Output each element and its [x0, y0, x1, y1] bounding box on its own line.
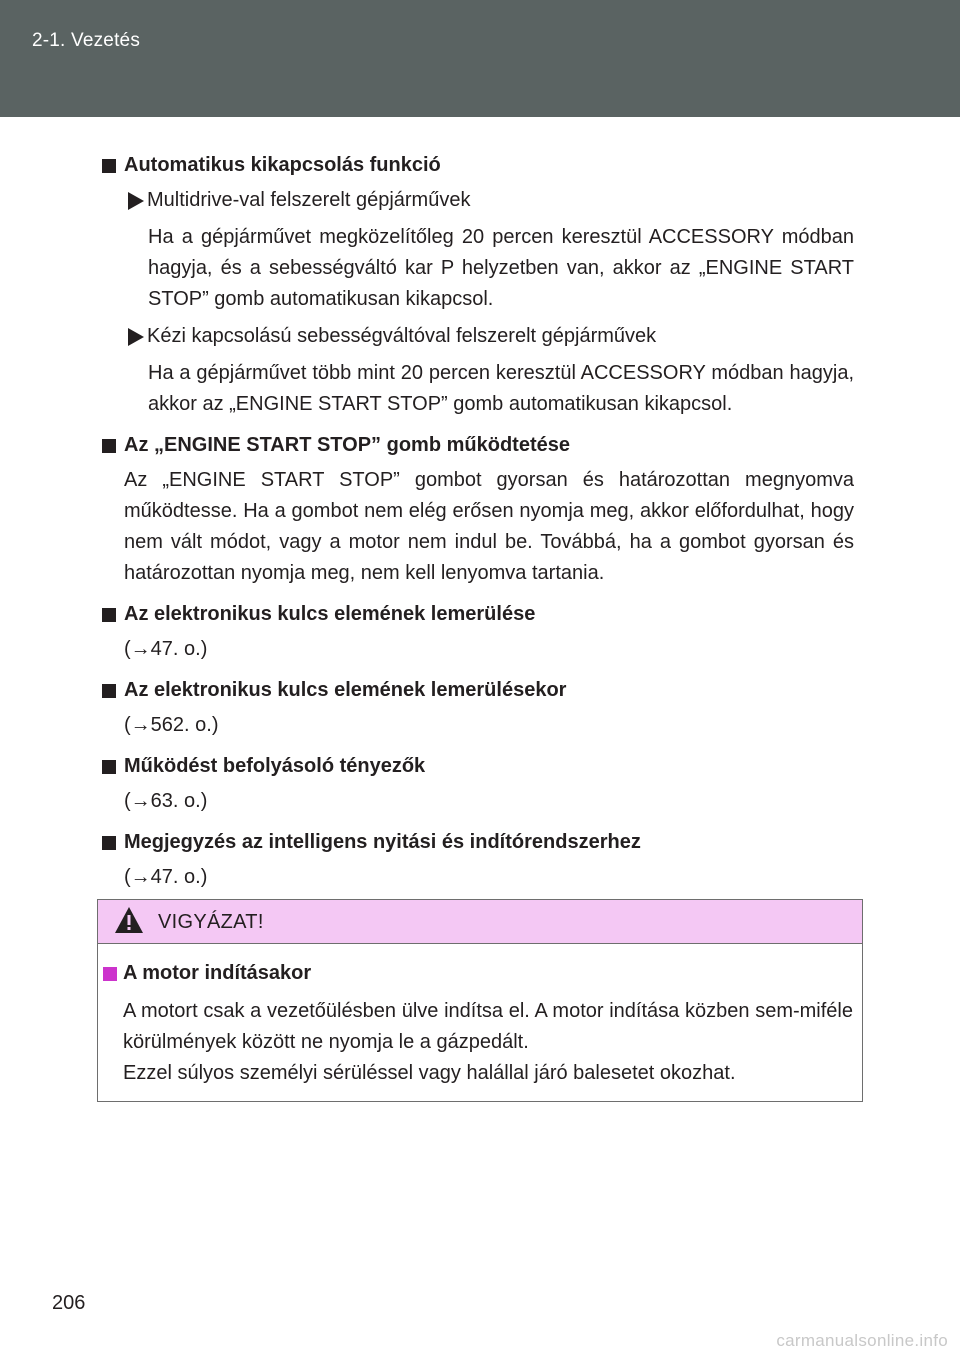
section-battery-depleted	[102, 675, 854, 741]
section-button-operation	[102, 430, 854, 589]
section-heading: Automatikus kikapcsolás funkció	[102, 150, 854, 181]
section-heading: Működést befolyásoló tényezők	[102, 751, 854, 782]
warning-text: A motort csak a vezetőülésben ülve indítsa el. A motor indítása közben sem-miféle körülmények között ne nyomja le a gázpedált. Ezzel súlyos személyi sérüléssel vagy halállal járó balesetet okozhat.	[123, 1000, 853, 1084]
subsection-text: Ha a gépjárművet megközelítőleg 20 percen keresztül ACCESSORY módban hagyja, és a sebességváltó kar P helyzetben van, akkor az „ENGINE START STOP” gomb automatikusan kikapcsol.	[148, 226, 854, 310]
warning-label: VIGYÁZAT!	[158, 911, 264, 933]
page-reference: (→562. o.)	[124, 714, 219, 736]
square-bullet-icon	[103, 967, 117, 981]
section-title: 2-1. Vezetés	[32, 30, 141, 51]
triangle-bullet-icon	[128, 328, 144, 346]
section-heading: Az elektronikus kulcs elemének lemerülésekor	[102, 675, 854, 706]
section-heading: Az „ENGINE START STOP” gomb működtetése	[102, 430, 854, 461]
square-bullet-icon	[102, 760, 116, 774]
page-number: 206	[52, 1292, 86, 1314]
warning-triangle-icon	[114, 906, 144, 934]
subsection-heading: Kézi kapcsolású sebességváltóval felszerelt gépjárművek	[128, 321, 854, 352]
warning-body	[103, 958, 853, 1089]
page-reference: (→63. o.)	[124, 790, 208, 812]
section-heading: Az elektronikus kulcs elemének lemerülése	[102, 599, 854, 630]
square-bullet-icon	[102, 608, 116, 622]
section-battery-depletion	[102, 599, 854, 665]
subsection-heading: Multidrive-val felszerelt gépjárművek	[128, 185, 854, 216]
section-text: Az „ENGINE START STOP” gombot gyorsan és határozottan megnyomva működtesse. Ha a gombot nem elég erősen nyomja meg, akkor előfordulhat, hogy nem vált módot, vagy a motor nem indul be. Továbbá, ha a gombot gyorsan és határozottan nyomja meg, nem kell lenyomva tartania.	[124, 469, 854, 584]
triangle-bullet-icon	[128, 192, 144, 210]
warning-heading: A motor indításakor	[103, 958, 853, 989]
section-auto-off	[102, 150, 854, 420]
square-bullet-icon	[102, 159, 116, 173]
square-bullet-icon	[102, 684, 116, 698]
warning-box	[97, 899, 863, 1102]
square-bullet-icon	[102, 836, 116, 850]
section-heading: Megjegyzés az intelligens nyitási és indítórendszerhez	[102, 827, 854, 858]
section-smart-entry-note	[102, 827, 854, 893]
watermark: carmanualsonline.info	[776, 1331, 948, 1350]
square-bullet-icon	[102, 439, 116, 453]
page-reference: (→47. o.)	[124, 638, 208, 660]
section-factors	[102, 751, 854, 817]
warning-header	[98, 900, 862, 944]
main-content	[102, 150, 854, 903]
subsection-text: Ha a gépjárművet több mint 20 percen keresztül ACCESSORY módban hagyja, akkor az „ENGINE START STOP” gomb automatikusan kikapcsol.	[148, 362, 854, 415]
page-header	[0, 0, 960, 117]
page-reference: (→47. o.)	[124, 866, 208, 888]
